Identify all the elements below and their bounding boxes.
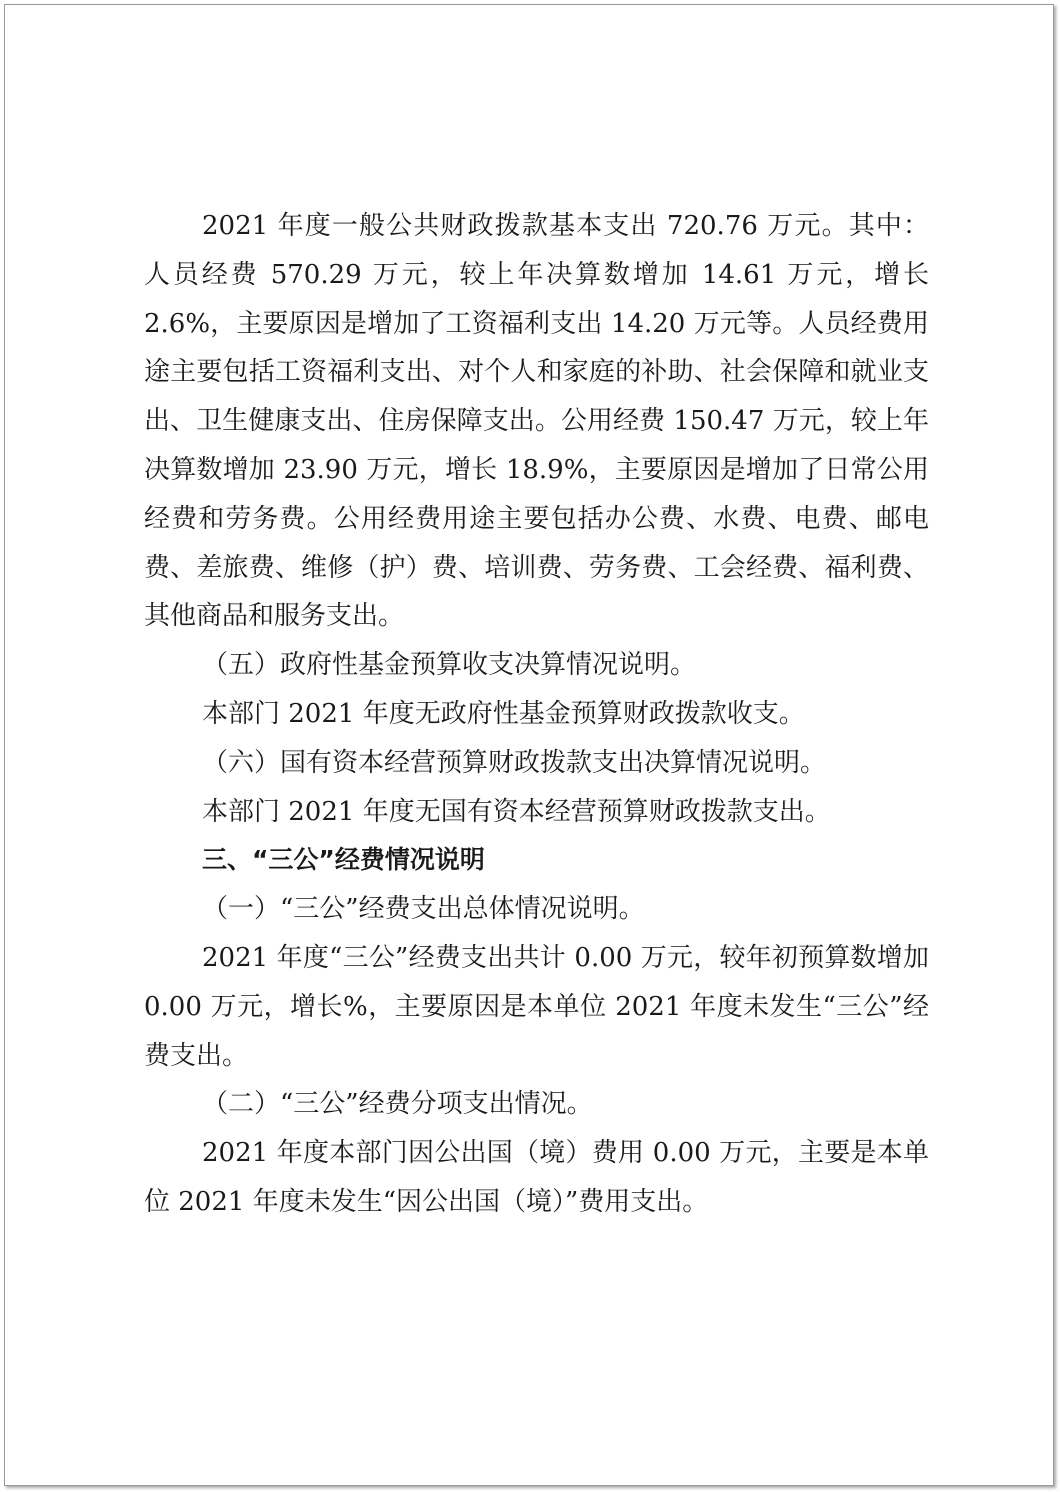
paragraph-state-capital: 本部门 2021 年度无国有资本经营预算财政拨款支出。 (202, 796, 831, 827)
subheading-three-public-overall: （一）“三公”经费支出总体情况说明。 (202, 894, 645, 925)
subheading-government-fund: （五）政府性基金预算收支决算情况说明。 (202, 650, 697, 681)
subheading-three-public-items: （二）“三公”经费分项支出情况。 (202, 1089, 593, 1120)
document-page (4, 4, 1054, 1486)
document-body (144, 202, 929, 1227)
section-heading-three-public: 三、“三公”经费情况说明 (202, 845, 485, 875)
paragraph-government-fund: 本部门 2021 年度无政府性基金预算财政拨款收支。 (202, 698, 805, 729)
paragraph-overseas-travel: 2021 年度本部门因公出国（境）费用 0.00 万元，主要是本单位 2021 年度未发生“因公出国（境）”费用支出。 (144, 1138, 929, 1217)
paragraph-three-public-overall: 2021 年度“三公”经费支出共计 0.00 万元，较年初预算数增加 0.00 万元，增长%，主要原因是本单位 2021 年度未发生“三公”经费支出。 (144, 942, 929, 1071)
paragraph-basic-expenditure: 2021 年度一般公共财政拨款基本支出 720.76 万元。其中：人员经费 570.29 万元，较上年决算数增加 14.61 万元，增长 2.6%，主要原因是增加了工资福利支出 14.20 万元等。人员经费用途主要包括工资福利支出、对个人和家庭的补助、社会保障和就业支出、卫生健康支出、住房保障支出。公用经费 150.47 万元，较上年决算数增加 23.90 万元，增长 18.9%，主要原因是增加了日常公用经费和劳务费。公用经费用途主要包括办公费、水费、电费、邮电费、差旅费、维修（护）费、培训费、劳务费、工会经费、福利费、其他商品和服务支出。 (144, 211, 929, 632)
subheading-state-capital: （六）国有资本经营预算财政拨款支出决算情况说明。 (202, 747, 827, 778)
